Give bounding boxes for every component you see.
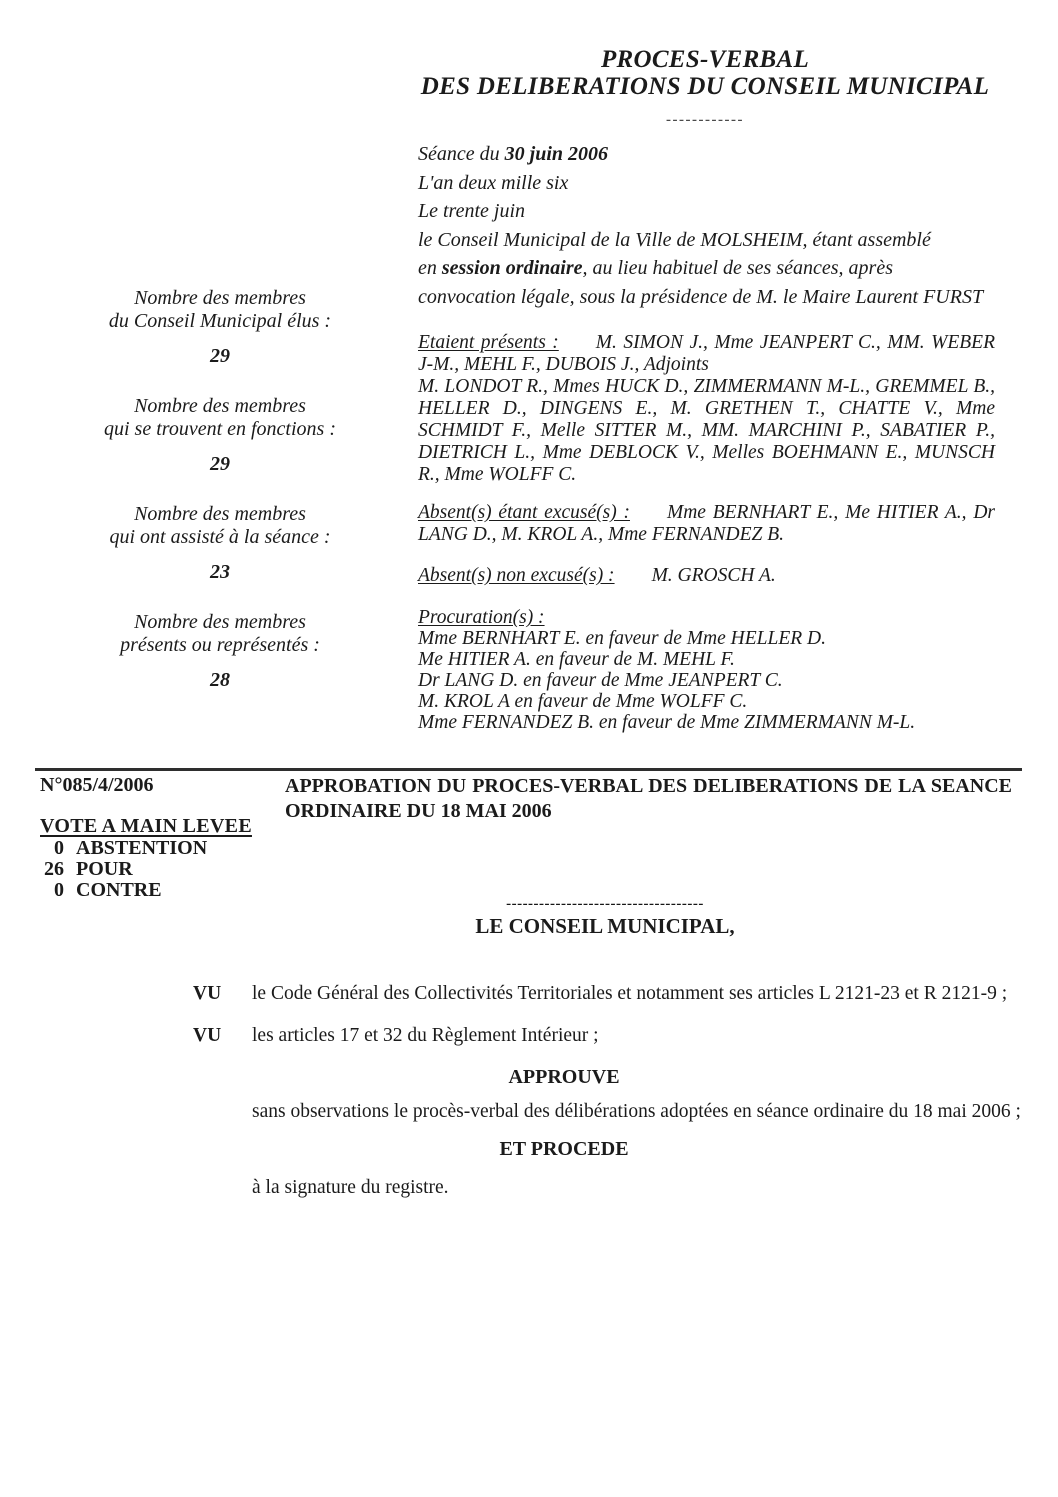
- vote-row-contre: [40, 880, 252, 901]
- seance-intro: [418, 140, 1008, 312]
- vote-heading: VOTE A MAIN LEVEE: [40, 815, 252, 837]
- vote-row-abstention: [40, 838, 252, 859]
- seance-session-line: [418, 254, 1008, 283]
- seance-council-line: le Conseil Municipal de la Ville de MOLSHEIM, étant assemblé: [418, 228, 931, 251]
- member-count-label: Nombre des membres: [134, 395, 306, 417]
- proxy-line: Dr LANG D. en faveur de Mme JEANPERT C.: [418, 670, 783, 691]
- present-names-part2: M. LONDOT R., Mmes HUCK D., ZIMMERMANN M-L., GREMMEL B., HELLER D., DINGENS E., M. GRETHEN T., CHATTE V., Mme SCHMIDT F., Melle SITTER M., MM. MARCHINI P., SABATIER P., DIETRICH L., Mme DEBLOCK V., Melles BOEHMANN E., MUNSCH R., Mme WOLFF C.: [418, 376, 995, 485]
- absent-excused-label: Absent(s) étant excusé(s) :: [418, 502, 630, 523]
- member-count-label: présents ou représentés :: [120, 634, 320, 656]
- deliberation-title-line2: ORDINAIRE DU 18 MAI 2006: [285, 800, 552, 822]
- absent-label: Absent(s) non excusé(s) :: [418, 565, 615, 586]
- absent-excused-paragraph: [418, 502, 995, 546]
- proxies-block: [418, 607, 995, 733]
- seance-date: 30 juin 2006: [504, 143, 608, 165]
- approuve-heading: APPROUVE: [508, 1066, 620, 1088]
- council-separator-dashes: ------------------------------------: [506, 896, 704, 912]
- seance-date-prefix: Séance du: [418, 143, 505, 165]
- absent-excused-names: Mme BERNHART E., Me HITIER A., Dr LANG D., M. KROL A., Mme FERNANDEZ B.: [418, 502, 995, 545]
- procede-heading: ET PROCEDE: [499, 1138, 629, 1160]
- member-count-value: 28: [210, 669, 230, 691]
- seance-date-line: [418, 140, 1008, 169]
- present-names-part1: M. SIMON J., Mme JEANPERT C., MM. WEBER J-M., MEHL F., DUBOIS J., Adjoints: [418, 332, 995, 375]
- vu-text: le Code Général des Collectivités Territoriales et notamment ses articles L 2121-23 et R 2121-9 ;: [252, 983, 1008, 1004]
- vu-keyword: VU: [193, 983, 222, 1004]
- proxy-line: Mme BERNHART E. en faveur de Mme HELLER D.: [418, 628, 826, 649]
- vote-label: ABSTENTION: [76, 837, 208, 859]
- member-count-label: Nombre des membres: [134, 287, 306, 309]
- procede-text: à la signature du registre.: [252, 1177, 449, 1198]
- vote-row-pour: [40, 859, 252, 880]
- vote-count: 26: [44, 858, 64, 880]
- proxy-line: Me HITIER A. en faveur de M. MEHL F.: [418, 649, 735, 670]
- section-divider-rule: [35, 768, 1022, 771]
- session-suffix: , au lieu habituel de ses séances, après: [582, 257, 893, 280]
- seance-year-line: L'an deux mille six: [418, 171, 569, 194]
- member-count-label: du Conseil Municipal élus :: [108, 310, 332, 332]
- vu-keyword: VU: [193, 1025, 222, 1046]
- vote-block: [40, 814, 252, 901]
- present-paragraph: [418, 332, 995, 376]
- document-title-line2: DES DELIBERATIONS DU CONSEIL MUNICIPAL: [420, 73, 990, 100]
- approuve-text: sans observations le procès-verbal des délibérations adoptées en séance ordinaire du 18 mai 2006 ;: [252, 1101, 1021, 1122]
- council-heading: LE CONSEIL MUNICIPAL,: [475, 914, 735, 938]
- vote-count: 0: [54, 837, 64, 859]
- member-count-label: Nombre des membres: [134, 611, 306, 633]
- member-count-label: qui se trouvent en fonctions :: [104, 418, 336, 440]
- member-counts-sidebar: [60, 287, 380, 719]
- vu-item-reglement-interieur: [193, 1024, 1003, 1048]
- deliberation-title: [285, 774, 1012, 824]
- member-count-value: 23: [210, 561, 230, 583]
- vote-count: 0: [54, 879, 64, 901]
- vu-text: les articles 17 et 32 du Règlement Intérieur ;: [252, 1025, 599, 1046]
- member-count-elected: [60, 287, 380, 368]
- document-title-line1: PROCES-VERBAL: [600, 46, 810, 73]
- session-prefix: en: [418, 257, 442, 280]
- member-count-label: Nombre des membres: [134, 503, 306, 525]
- absent-names: M. GROSCH A.: [651, 565, 776, 586]
- proxies-label: Procuration(s) :: [418, 607, 545, 628]
- vote-label: CONTRE: [76, 879, 162, 901]
- deliberation-number: N°085/4/2006: [40, 774, 154, 796]
- member-count-attended: [60, 503, 380, 584]
- member-count-value: 29: [210, 453, 230, 475]
- member-count-in-office: [60, 395, 380, 476]
- member-count-label: qui ont assisté à la séance :: [109, 526, 331, 548]
- proxy-line: M. KROL A en faveur de Mme WOLFF C.: [418, 691, 748, 712]
- member-count-value: 29: [210, 345, 230, 367]
- proxy-line: Mme FERNANDEZ B. en faveur de Mme ZIMMERMANN M-L.: [418, 712, 916, 733]
- vu-list: [193, 982, 1008, 1066]
- member-count-present-or-represented: [60, 611, 380, 692]
- absent-paragraph: [418, 565, 995, 587]
- seance-day-line: Le trente juin: [418, 200, 526, 223]
- vu-item-code-general: [193, 982, 1008, 1006]
- attendance-section: [418, 332, 995, 733]
- council-heading-block: [344, 896, 866, 938]
- deliberation-title-line1: APPROBATION DU PROCES-VERBAL DES DELIBERATIONS DE LA SEANCE: [285, 775, 1012, 797]
- vote-label: POUR: [76, 858, 133, 880]
- seance-convocation-line: convocation légale, sous la présidence de M. le Maire Laurent FURST: [418, 285, 984, 308]
- document-header: [418, 46, 992, 126]
- present-label: Etaient présents :: [418, 332, 559, 353]
- header-separator-dashes: ------------: [666, 112, 744, 128]
- session-type: session ordinaire: [441, 257, 583, 280]
